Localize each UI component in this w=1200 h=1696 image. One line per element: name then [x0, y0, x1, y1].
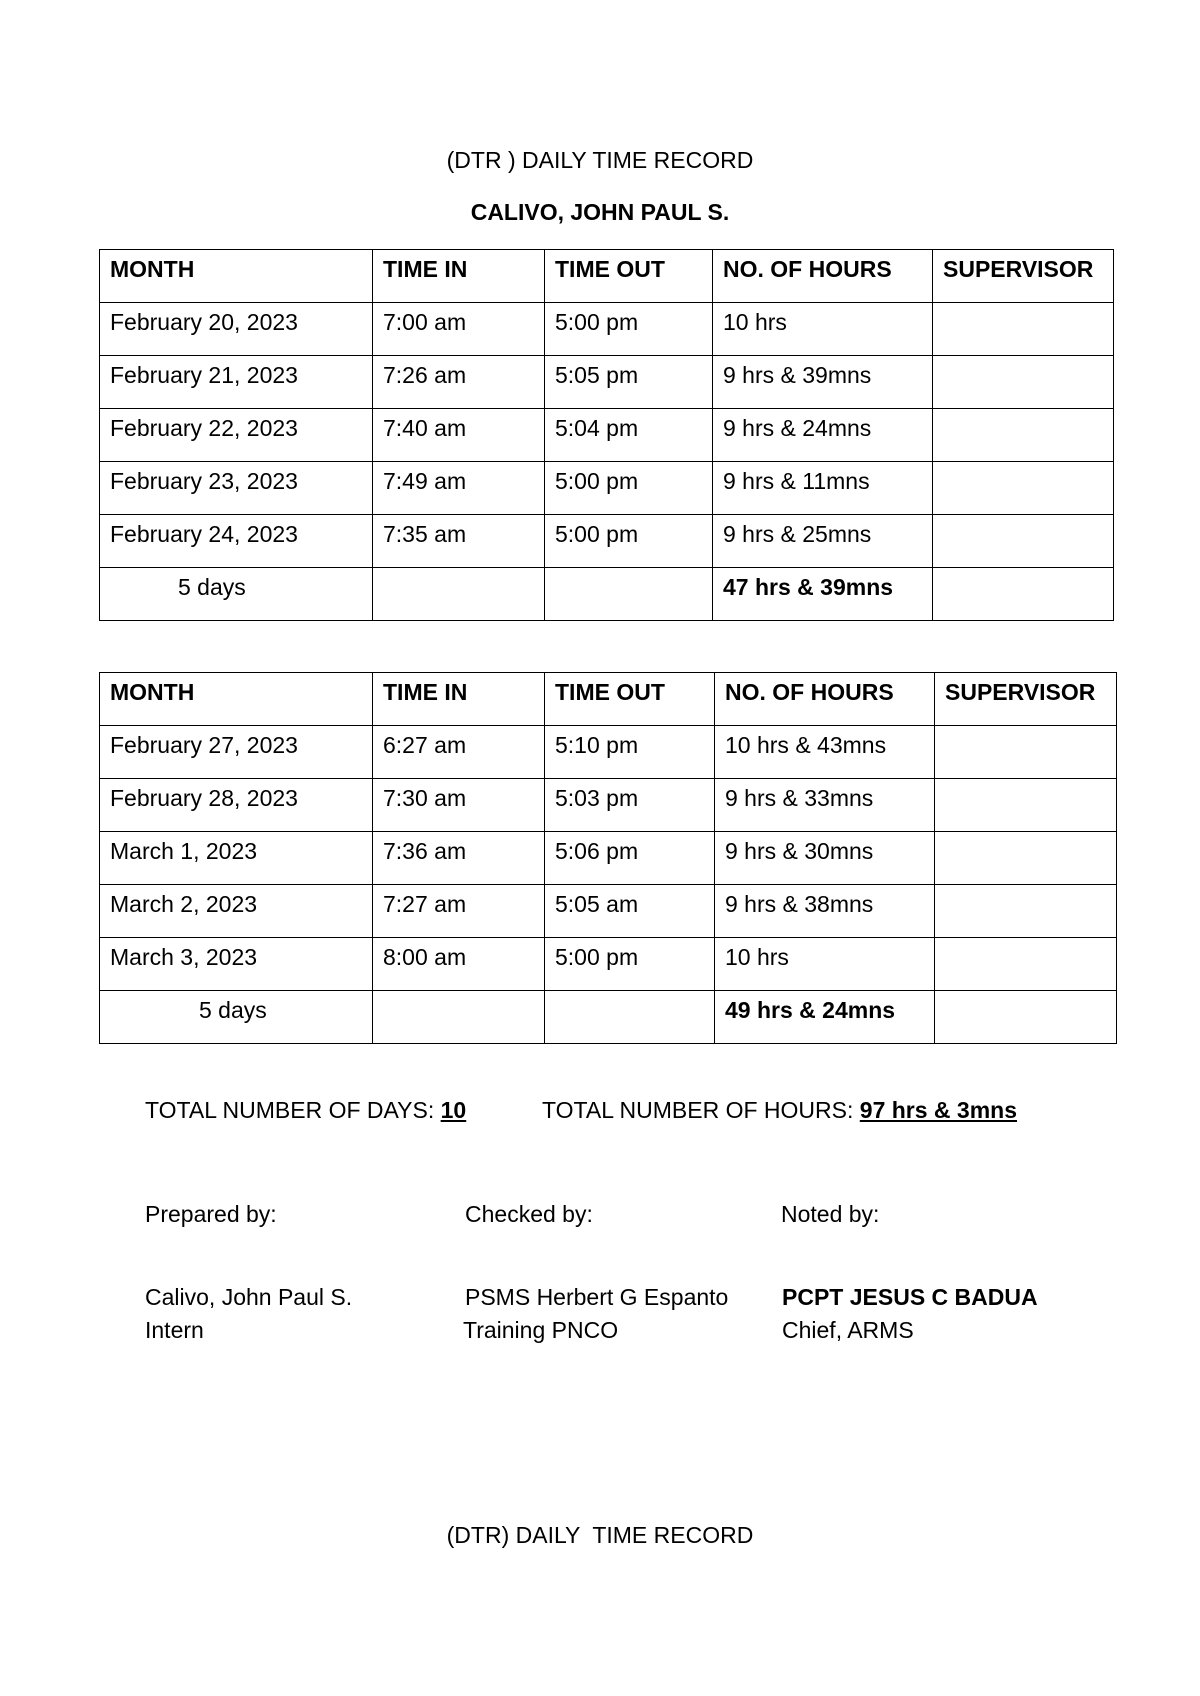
column-header-time-out: TIME OUT	[545, 673, 715, 726]
empty-cell	[933, 568, 1114, 621]
month-cell: February 27, 2023	[100, 726, 373, 779]
supervisor-cell	[933, 409, 1114, 462]
checked-by-name: PSMS Herbert G Espanto	[465, 1284, 729, 1310]
time-in-cell: 7:35 am	[373, 515, 545, 568]
column-header-time-in: TIME IN	[373, 673, 545, 726]
time-out-cell: 5:00 pm	[545, 303, 713, 356]
column-header-time-in: TIME IN	[373, 250, 545, 303]
time-out-cell: 5:06 pm	[545, 832, 715, 885]
total-hours-value: 97 hrs & 3mns	[859, 1097, 1018, 1123]
hours-cell: 9 hrs & 24mns	[713, 409, 933, 462]
column-header-supervisor: SUPERVISOR	[933, 250, 1114, 303]
table-row	[100, 409, 1114, 462]
hours-cell: 9 hrs & 25mns	[713, 515, 933, 568]
prepared-by-position: Intern	[145, 1317, 204, 1343]
total-days-value: 10	[440, 1097, 467, 1123]
table-row	[100, 726, 1117, 779]
column-header-time-out: TIME OUT	[545, 250, 713, 303]
time-in-cell: 7:49 am	[373, 462, 545, 515]
supervisor-cell	[933, 515, 1114, 568]
employee-name: CALIVO, JOHN PAUL S.	[470, 199, 730, 225]
hours-cell: 10 hrs	[713, 303, 933, 356]
dtr-table-2	[99, 672, 1117, 1044]
month-cell: February 22, 2023	[100, 409, 373, 462]
total-row	[100, 991, 1117, 1044]
table-row	[100, 462, 1114, 515]
total-hours-cell: 49 hrs & 24mns	[715, 991, 935, 1044]
supervisor-cell	[935, 779, 1117, 832]
table-row	[100, 303, 1114, 356]
footer-title: (DTR) DAILY TIME RECORD	[446, 1522, 754, 1548]
hours-cell: 10 hrs	[715, 938, 935, 991]
table-row	[100, 832, 1117, 885]
column-header-hours: NO. OF HOURS	[713, 250, 933, 303]
checked-by-label: Checked by:	[465, 1201, 593, 1227]
time-in-cell: 7:30 am	[373, 779, 545, 832]
prepared-by-name: Calivo, John Paul S.	[145, 1284, 353, 1310]
supervisor-cell	[933, 356, 1114, 409]
month-cell: February 23, 2023	[100, 462, 373, 515]
month-cell: February 21, 2023	[100, 356, 373, 409]
time-in-cell: 7:36 am	[373, 832, 545, 885]
time-in-cell: 7:40 am	[373, 409, 545, 462]
time-out-cell: 5:03 pm	[545, 779, 715, 832]
days-count-cell: 5 days	[100, 991, 373, 1044]
hours-cell: 9 hrs & 11mns	[713, 462, 933, 515]
empty-cell	[373, 568, 545, 621]
empty-cell	[935, 991, 1117, 1044]
column-header-hours: NO. OF HOURS	[715, 673, 935, 726]
total-hours-cell: 47 hrs & 39mns	[713, 568, 933, 621]
noted-by-name: PCPT JESUS C BADUA	[782, 1284, 1038, 1310]
supervisor-cell	[935, 885, 1117, 938]
checked-by-block	[463, 1281, 728, 1347]
time-out-cell: 5:00 pm	[545, 938, 715, 991]
total-hours-label: TOTAL NUMBER OF HOURS:	[542, 1097, 854, 1123]
hours-cell: 9 hrs & 38mns	[715, 885, 935, 938]
total-hours-summary	[542, 1097, 1017, 1124]
column-header-month: MONTH	[100, 250, 373, 303]
noted-by-label: Noted by:	[781, 1201, 880, 1227]
hours-cell: 9 hrs & 39mns	[713, 356, 933, 409]
table-header-row	[100, 673, 1117, 726]
total-days-summary	[145, 1097, 466, 1124]
hours-cell: 9 hrs & 30mns	[715, 832, 935, 885]
prepared-by-label: Prepared by:	[145, 1201, 277, 1227]
hours-cell: 10 hrs & 43mns	[715, 726, 935, 779]
total-row	[100, 568, 1114, 621]
supervisor-cell	[935, 938, 1117, 991]
noted-by-block	[782, 1281, 1038, 1347]
time-out-cell: 5:05 pm	[545, 356, 713, 409]
month-cell: February 20, 2023	[100, 303, 373, 356]
table-row	[100, 356, 1114, 409]
noted-by-position: Chief, ARMS	[782, 1317, 914, 1343]
empty-cell	[373, 991, 545, 1044]
table-header-row	[100, 250, 1114, 303]
supervisor-cell	[933, 462, 1114, 515]
hours-cell: 9 hrs & 33mns	[715, 779, 935, 832]
column-header-month: MONTH	[100, 673, 373, 726]
column-header-supervisor: SUPERVISOR	[935, 673, 1117, 726]
time-in-cell: 6:27 am	[373, 726, 545, 779]
empty-cell	[545, 991, 715, 1044]
time-out-cell: 5:05 am	[545, 885, 715, 938]
time-out-cell: 5:00 pm	[545, 515, 713, 568]
month-cell: February 28, 2023	[100, 779, 373, 832]
month-cell: February 24, 2023	[100, 515, 373, 568]
time-out-cell: 5:10 pm	[545, 726, 715, 779]
time-in-cell: 8:00 am	[373, 938, 545, 991]
total-days-label: TOTAL NUMBER OF DAYS:	[145, 1097, 435, 1123]
prepared-by-block	[145, 1281, 352, 1347]
time-out-cell: 5:04 pm	[545, 409, 713, 462]
dtr-table-1	[99, 249, 1114, 621]
table-row	[100, 515, 1114, 568]
time-out-cell: 5:00 pm	[545, 462, 713, 515]
document-title: (DTR ) DAILY TIME RECORD	[446, 147, 754, 173]
supervisor-cell	[935, 832, 1117, 885]
days-count-cell: 5 days	[100, 568, 373, 621]
supervisor-cell	[935, 726, 1117, 779]
table-row	[100, 938, 1117, 991]
table-row	[100, 885, 1117, 938]
time-in-cell: 7:00 am	[373, 303, 545, 356]
month-cell: March 3, 2023	[100, 938, 373, 991]
supervisor-cell	[933, 303, 1114, 356]
time-in-cell: 7:27 am	[373, 885, 545, 938]
month-cell: March 1, 2023	[100, 832, 373, 885]
table-row	[100, 779, 1117, 832]
month-cell: March 2, 2023	[100, 885, 373, 938]
empty-cell	[545, 568, 713, 621]
time-in-cell: 7:26 am	[373, 356, 545, 409]
checked-by-position: Training PNCO	[463, 1317, 619, 1343]
